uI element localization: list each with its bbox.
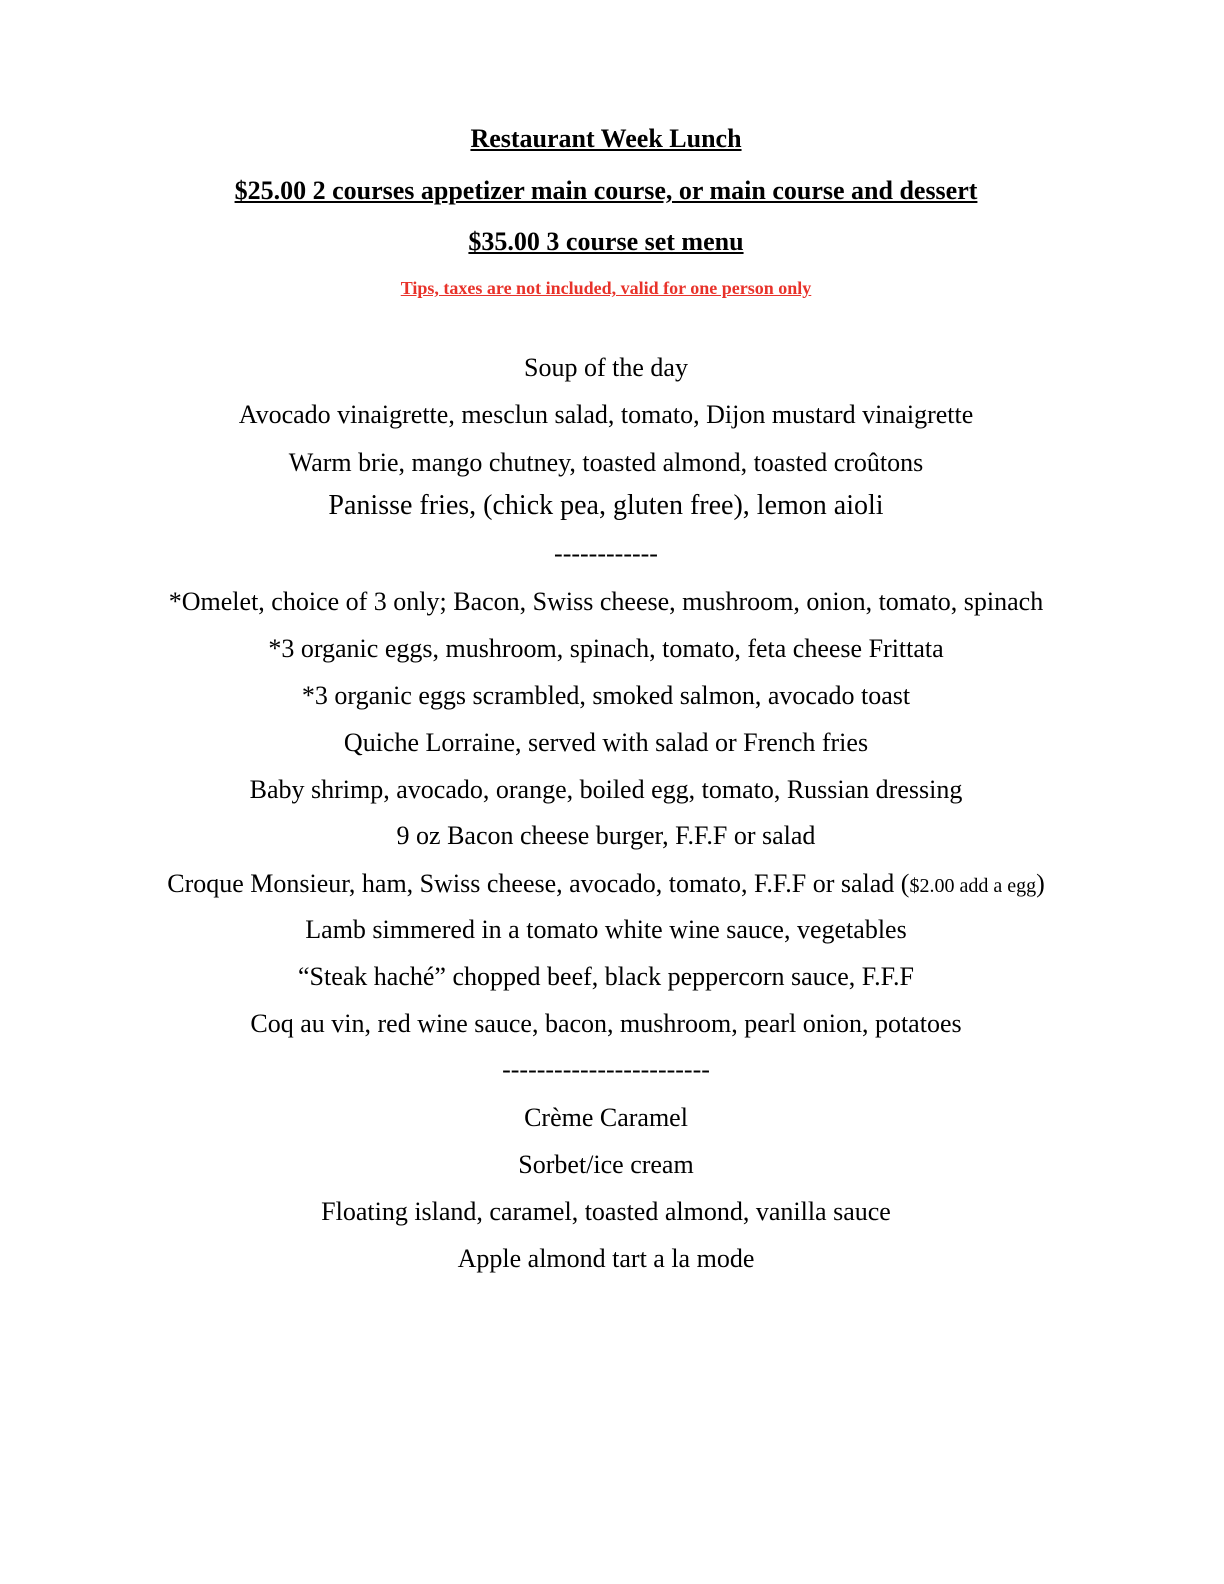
section-separator: ------------------------ [502,1055,710,1084]
croque-text: Croque Monsieur, ham, Swiss cheese, avocado, tomato, F.F.F or salad ( [167,869,910,898]
section-separator: ------------ [554,539,658,568]
main-course-item: Quiche Lorraine, served with salad or French fries [343,728,869,757]
main-course-item: *3 organic eggs, mushroom, spinach, tomato, feta cheese Frittata [268,634,944,663]
appetizer-item: Warm brie, mango chutney, toasted almond, toasted croûtons [288,448,924,477]
main-course-item: “Steak haché” chopped beef, black peppercorn sauce, F.F.F [298,962,914,991]
three-course-price: $35.00 3 course set menu [468,227,744,256]
main-course-item: *Omelet, choice of 3 only; Bacon, Swiss cheese, mushroom, onion, tomato, spinach [168,587,1044,616]
dessert-item: Floating island, caramel, toasted almond, vanilla sauce [321,1197,891,1226]
dessert-item: Sorbet/ice cream [518,1150,694,1179]
two-course-price: $25.00 2 courses appetizer main course, or main course and dessert [234,176,978,205]
appetizer-item: Soup of the day [524,353,688,382]
croque-close-paren: ) [1036,869,1045,898]
dessert-item: Apple almond tart a la mode [457,1244,755,1273]
main-course-item: Coq au vin, red wine sauce, bacon, mushroom, pearl onion, potatoes [250,1009,962,1038]
egg-addon-price: $2.00 add a egg [909,875,1037,897]
menu-title: Restaurant Week Lunch [470,124,742,153]
dessert-item: Crème Caramel [524,1103,688,1132]
main-course-item: Lamb simmered in a tomato white wine sauce, vegetables [305,915,907,944]
tips-taxes-note: Tips, taxes are not included, valid for one person only [400,278,812,298]
main-course-item: 9 oz Bacon cheese burger, F.F.F or salad [396,821,816,850]
appetizer-item: Avocado vinaigrette, mesclun salad, tomato, Dijon mustard vinaigrette [238,400,974,429]
main-course-item-croque [0,871,1212,897]
appetizer-item: Panisse fries, (chick pea, gluten free), lemon aioli [328,490,884,521]
main-course-item: Baby shrimp, avocado, orange, boiled egg, tomato, Russian dressing [249,775,963,804]
main-course-item: *3 organic eggs scrambled, smoked salmon, avocado toast [301,681,911,710]
